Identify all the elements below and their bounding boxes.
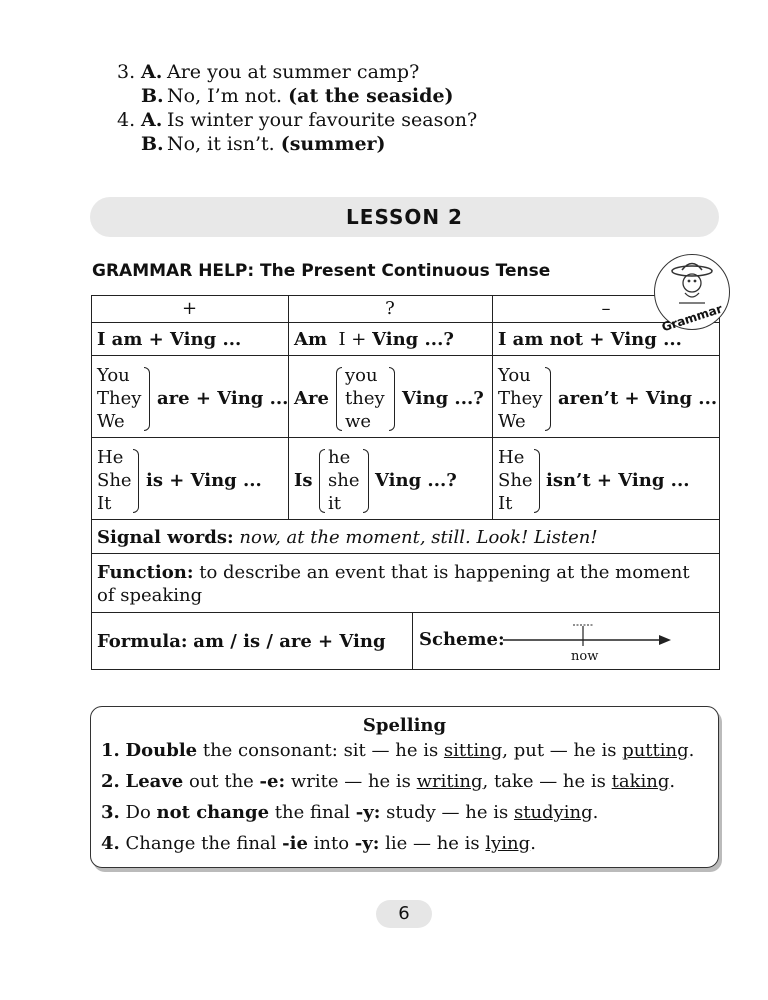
brace <box>319 449 325 513</box>
row1-question: Am I + Ving ...? <box>294 329 454 350</box>
grammar-mascot-badge <box>654 254 730 335</box>
brace <box>144 367 150 431</box>
row2-question-tail: Ving ...? <box>402 388 484 409</box>
exercise-3-b: B. No, I’m not. (at the seaside) <box>141 85 454 107</box>
exercise-3-a: 3. A. Are you at summer camp? <box>117 61 420 83</box>
row2-negative: aren’t + Ving ... <box>558 388 718 409</box>
lesson-title-banner: LESSON 2 <box>90 197 719 237</box>
brace <box>133 449 139 513</box>
row2-question-aux: Are <box>294 388 329 409</box>
row2-negative-pronouns: You They We <box>498 365 543 432</box>
row3-negative: isn’t + Ving ... <box>546 470 690 491</box>
row2-pronouns: You They We <box>97 365 142 432</box>
row3-pronouns: He She It <box>97 447 132 514</box>
brace <box>363 449 369 513</box>
row1-positive: I am + Ving ... <box>97 329 242 350</box>
function-line-1: Function: to describe an event that is happening at the moment <box>97 562 690 583</box>
exercise-4-b: B. No, it isn’t. (summer) <box>141 133 386 155</box>
function-line-2: of speaking <box>97 585 203 606</box>
scheme-label: Scheme: <box>419 629 505 650</box>
row3-negative-pronouns: He She It <box>498 447 533 514</box>
brace <box>336 367 342 431</box>
row3-question-tail: Ving ...? <box>375 470 457 491</box>
page-number: 6 <box>376 900 432 928</box>
exercise-4-a: 4. A. Is winter your favourite season? <box>117 109 478 131</box>
column-header-positive: + <box>181 298 198 319</box>
brace <box>389 367 395 431</box>
row3-positive: is + Ving ... <box>146 470 262 491</box>
spelling-box <box>90 706 719 868</box>
grammar-table <box>91 295 720 670</box>
grammar-help-heading: GRAMMAR HELP: The Present Continuous Tense <box>92 261 551 281</box>
brace <box>545 367 551 431</box>
spelling-rule-2: 2. Leave out the -e: write — he is writing, take — he is taking. <box>101 771 676 792</box>
row1-negative: I am not + Ving ... <box>498 329 682 350</box>
column-header-question: ? <box>385 298 395 319</box>
row2-question-pronouns: you they we <box>345 365 385 432</box>
row3-question-pronouns: he she it <box>328 447 360 514</box>
badge-label: Grammar <box>659 301 725 335</box>
row3-question-aux: Is <box>294 470 313 491</box>
spelling-rule-3: 3. Do not change the final -y: study — he is studying. <box>101 802 599 823</box>
scheme-now-label: now <box>571 649 599 664</box>
brace <box>534 449 540 513</box>
row2-positive: are + Ving ... <box>157 388 289 409</box>
spelling-rule-1: 1. Double the consonant: sit — he is sitting, put — he is putting. <box>101 740 695 761</box>
column-header-negative: – <box>601 298 611 319</box>
spelling-title: Spelling <box>362 715 447 736</box>
formula: Formula: am / is / are + Ving <box>97 631 386 652</box>
spelling-rule-4: 4. Change the final -ie into -y: lie — he is lying. <box>101 833 536 854</box>
signal-words: Signal words: now, at the moment, still. Look! Listen! <box>97 527 598 548</box>
